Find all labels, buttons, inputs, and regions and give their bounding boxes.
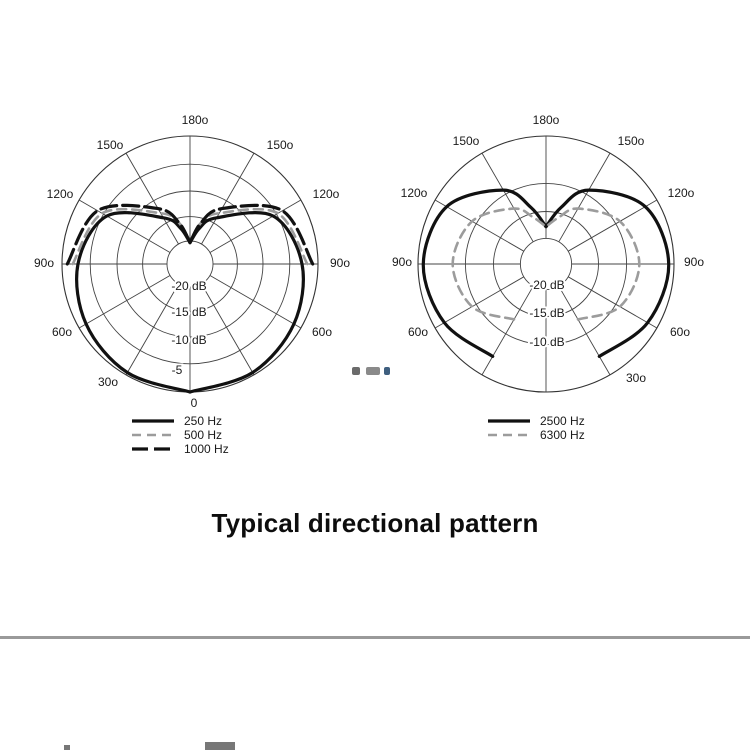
angle-label: 90o — [391, 255, 413, 269]
angle-label: 90o — [329, 256, 351, 270]
legend-label: 1000 Hz — [184, 442, 229, 456]
angle-label: 180o — [532, 113, 560, 127]
angle-label: 150o — [266, 138, 294, 152]
angle-label: 30o — [97, 375, 119, 389]
angle-label: 30o — [625, 371, 647, 385]
ring-label: -5 — [171, 363, 183, 377]
section-divider — [0, 636, 750, 639]
legend-label: 250 Hz — [184, 414, 223, 428]
grid-spoke — [126, 284, 179, 375]
legend-label: 6300 Hz — [540, 428, 585, 442]
angle-label: 60o — [51, 325, 73, 339]
cropped-next-section-left — [64, 745, 70, 750]
angle-label: 180o — [181, 113, 209, 127]
ring-label: -10 dB — [171, 333, 207, 347]
angle-label: 0 — [190, 396, 198, 410]
grid-spoke — [202, 153, 255, 244]
angle-label: 150o — [452, 134, 480, 148]
angle-label: 90o — [33, 256, 55, 270]
legend-label: 2500 Hz — [540, 414, 585, 428]
angle-label: 60o — [407, 325, 429, 339]
grid-spoke — [79, 276, 170, 329]
grid-spoke — [210, 276, 301, 329]
cropped-next-section — [205, 742, 235, 750]
grid-spoke — [126, 153, 179, 244]
angle-label: 120o — [400, 186, 428, 200]
angle-label: 150o — [617, 134, 645, 148]
angle-label: 90o — [683, 255, 705, 269]
polar-chart-1 — [34, 113, 350, 456]
ring-label: -20 dB — [529, 278, 565, 292]
angle-label: 60o — [311, 325, 333, 339]
polar-chart-2 — [392, 113, 704, 442]
legend-label: 500 Hz — [184, 428, 223, 442]
angle-label: 120o — [667, 186, 695, 200]
ring-label: -20 dB — [171, 279, 207, 293]
angle-label: 120o — [46, 187, 74, 201]
grid-spoke — [202, 284, 255, 375]
ring-label: -15 dB — [171, 305, 207, 319]
ring-label: -15 dB — [529, 306, 565, 320]
angle-label: 60o — [669, 325, 691, 339]
scan-artifact — [350, 365, 400, 377]
angle-label: 120o — [312, 187, 340, 201]
page-caption: Typical directional pattern — [211, 508, 539, 538]
ring-label: -10 dB — [529, 335, 565, 349]
angle-label: 150o — [96, 138, 124, 152]
